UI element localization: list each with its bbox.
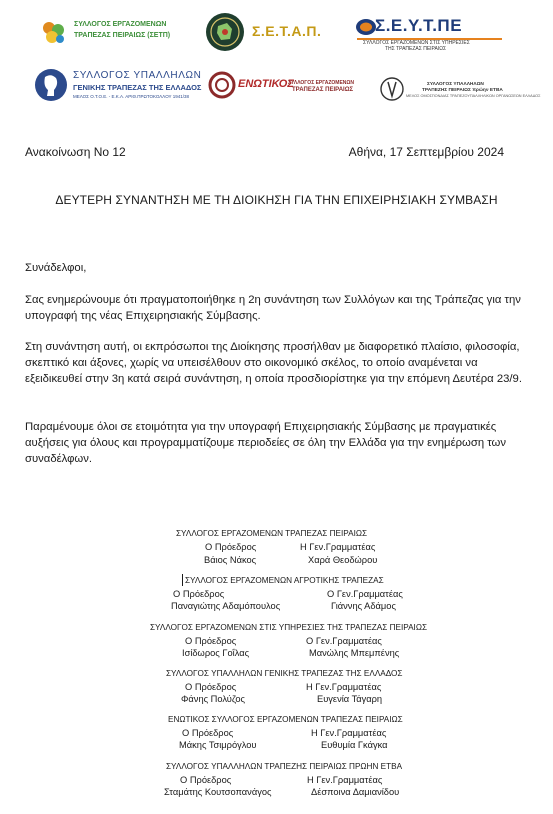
signature-name-right: Ευθυμία Γκάγκα [321, 740, 388, 750]
enotikos-line2: ΤΡΑΠΕΖΑΣ ΠΕΙΡΑΙΩΣ [292, 87, 354, 93]
sygte-line3: ΜΕΛΟΣ Ο.Τ.Ο.Ε. - Ε.Κ.Α. ΑΡΙΘ.ΠΡΩΤΟΚΟΛΛΟΥ 1941/38 [73, 94, 189, 99]
signature-role-right: Η Γεν.Γραμματέας [311, 728, 387, 738]
signature-role-left: Ο Πρόεδρος [182, 728, 234, 738]
signature-role-right: Η Γεν.Γραμματέας [306, 682, 382, 692]
signature-name-left: Ισίδωρος Γοΐλας [182, 648, 250, 658]
signature-name-left: Φάνης Πολύζος [181, 694, 246, 704]
enotikos-emblem-icon [208, 71, 236, 99]
signature-role-left: Ο Πρόεδρος [173, 589, 225, 599]
signature-org: ΣΥΛΛΟΓΟΣ ΕΡΓΑΖΟΜΕΝΩΝ ΑΓΡΟΤΙΚΗΣ ΤΡΑΠΕΖΑΣ [185, 576, 384, 585]
setap-emblem-icon [205, 12, 245, 52]
paragraph-1: Σας ενημερώνουμε ότι πραγματοποιήθηκε η 2η συνάντηση των Συλλόγων και της Τράπεζας για την υπογραφή της νέας Επιχειρησιακής Σύμβασης. [25, 294, 521, 322]
signature-role-right: Ο Γεν.Γραμματέας [327, 589, 403, 599]
enotikos-line1: ΣΥΛΛΟΓΟΣ ΕΡΓΑΖΟΜΕΝΩΝ [288, 80, 355, 86]
signature-role-left: Ο Πρόεδρος [185, 636, 237, 646]
setp-emblem-icon [38, 18, 68, 48]
seytpe-line1: ΣΥΛΛΟΓΟΣ ΕΡΓΑΖΟΜΕΝΩΝ ΣΤΙΣ ΥΠΗΡΕΣΙΕΣ [363, 40, 470, 46]
greeting: Συνάδελφοι, [25, 262, 87, 274]
signature-org: ΣΥΛΛΟΓΟΣ ΥΠΑΛΛΗΛΩΝ ΓΕΝΙΚΗΣ ΤΡΑΠΕΖΑΣ ΤΗΣ ΕΛΛΑΔΟΣ [166, 669, 403, 678]
seytpe-emblem-icon [355, 16, 377, 38]
logo-seytpe [355, 16, 505, 52]
signature-name-left: Μάκης Τσιμρόγλου [179, 740, 257, 750]
signature-org: ΣΥΛΛΟΓΟΣ ΕΡΓΑΖΟΜΕΝΩΝ ΤΡΑΠΕΖΑΣ ΠΕΙΡΑΙΩΣ [176, 529, 368, 538]
paragraph-3: Παραμένουμε όλοι σε ετοιμότητα για την υπογραφή Επιχειρησιακής Σύμβασης με πραγματικές αυξήσεις για όλους και προγραμματίζουμε περιοδείες σε όλη την Ελλάδα για την ενημέρωση των συναδέλφων. [25, 421, 507, 465]
paragraph-2: Στη συνάντηση αυτή, οι εκπρόσωποι της Διοίκησης προσήλθαν με διαφορετικό πλαίσιο, φιλοσοφία, σκεπτικό και άξονες, χωρίς να υπεισέλθουν στο οικονομικό σκέλος, το οποίο αναμένεται να εξειδικευθεί στην 3η κατά σειρά συνάντηση, η οποία προσδιορίστηκε για την επόμενη Δευτέρα 23/9. [25, 341, 522, 385]
signature-role-left: Ο Πρόεδρος [185, 682, 237, 692]
etba-line3: ΜΕΛΟΣ ΟΜΟΣΠΟΝΔΙΑΣ ΤΡΑΠΕΖΟΥΠΑΛΛΗΛΙΚΩΝ ΟΡΓΑΝΩΣΕΩΝ ΕΛΛΑΔΟΣ [406, 94, 541, 98]
signature-role-left: Ο Πρόεδρος [180, 775, 232, 785]
signature-org: ΣΥΛΛΟΓΟΣ ΥΠΑΛΛΗΛΩΝ ΤΡΑΠΕΖΗΣ ΠΕΙΡΑΙΩΣ ΠΡΩΗΝ ΕΤΒΑ [166, 762, 403, 771]
seytpe-name: Σ.Ε.Υ.Τ.ΠΕ [375, 16, 463, 35]
etba-line1: ΣΥΛΛΟΓΟΣ ΥΠΑΛΛΗΛΩΝ [427, 82, 484, 87]
setp-line2: ΤΡΑΠΕΖΑΣ ΠΕΙΡΑΙΩΣ (ΣΕΤΠ) [74, 32, 171, 39]
logo-setap [205, 12, 335, 52]
announcement-reference: Ανακοίνωση Νο 12 [25, 145, 126, 159]
signature-org: ΣΥΛΛΟΓΟΣ ΕΡΓΑΖΟΜΕΝΩΝ ΣΤΙΣ ΥΠΗΡΕΣΙΕΣ ΤΗΣ ΤΡΑΠΕΖΑΣ ΠΕΙΡΑΙΩΣ [150, 623, 427, 632]
sygte-line2: ΓΕΝΙΚΗΣ ΤΡΑΠΕΖΑΣ ΤΗΣ ΕΛΛΑΔΟΣ [73, 83, 202, 92]
signature-name-left: Βάιος Νάκος [204, 555, 257, 565]
signature-name-right: Χαρά Θεοδώρου [308, 555, 378, 565]
sygte-line1: ΣΥΛΛΟΓΟΣ ΥΠΑΛΛΗΛΩΝ [73, 70, 202, 81]
signature-name-left: Σταμάτης Κουτσοπανάγος [164, 787, 272, 797]
signature-name-right: Δέσποινα Δαμιανίδου [311, 787, 400, 797]
logo-setp [38, 18, 188, 48]
signature-name-right: Μανώλης Μπεμπένης [309, 648, 400, 658]
signature-role-right: Ο Γεν.Γραμματέας [306, 636, 382, 646]
sygte-emblem-icon [34, 66, 68, 104]
logo-etba [380, 74, 541, 104]
setp-line1: ΣΥΛΛΟΓΟΣ ΕΡΓΑΖΟΜΕΝΩΝ [74, 21, 167, 28]
setap-name: Σ.Ε.Τ.Α.Π. [252, 23, 322, 39]
seytpe-line2: ΤΗΣ ΤΡΑΠΕΖΑΣ ΠΕΙΡΑΙΩΣ [385, 46, 447, 52]
announcement-title: ΔΕΥΤΕΡΗ ΣΥΝΑΝΤΗΣΗ ΜΕ ΤΗ ΔΙΟΙΚΗΣΗ ΓΙΑ ΤΗΝ ΕΠΙΧΕΙΡΗΣΙΑΚΗ ΣΥΜΒΑΣΗ [55, 193, 498, 207]
enotikos-name: ΕΝΩΤΙΚΟΣ [238, 78, 294, 90]
etba-emblem-icon [380, 74, 404, 104]
signature-name-right: Ευγενία Τάγαρη [317, 694, 383, 704]
signature-role-left: Ο Πρόεδρος [205, 542, 257, 552]
signature-role-right: Η Γεν.Γραμματέας [307, 775, 383, 785]
signature-role-right: Η Γεν.Γραμματέας [300, 542, 376, 552]
logo-enotikos [208, 70, 358, 102]
signature-org: ΕΝΩΤΙΚΟΣ ΣΥΛΛΟΓΟΣ ΕΡΓΑΖΟΜΕΝΩΝ ΤΡΑΠΕΖΑΣ ΠΕΙΡΑΙΩΣ [168, 715, 403, 724]
etba-line2: ΤΡΑΠΕΖΗΣ ΠΕΙΡΑΙΩΣ πρώην ΕΤΒΑ [422, 88, 503, 93]
announcement-date: Αθήνα, 17 Σεπτεμβρίου 2024 [348, 145, 504, 159]
logo-sygte [34, 66, 202, 106]
signature-name-right: Γιάννης Αδάμος [331, 601, 396, 611]
signature-name-left: Παναγιώτης Αδαμόπουλος [171, 601, 281, 611]
